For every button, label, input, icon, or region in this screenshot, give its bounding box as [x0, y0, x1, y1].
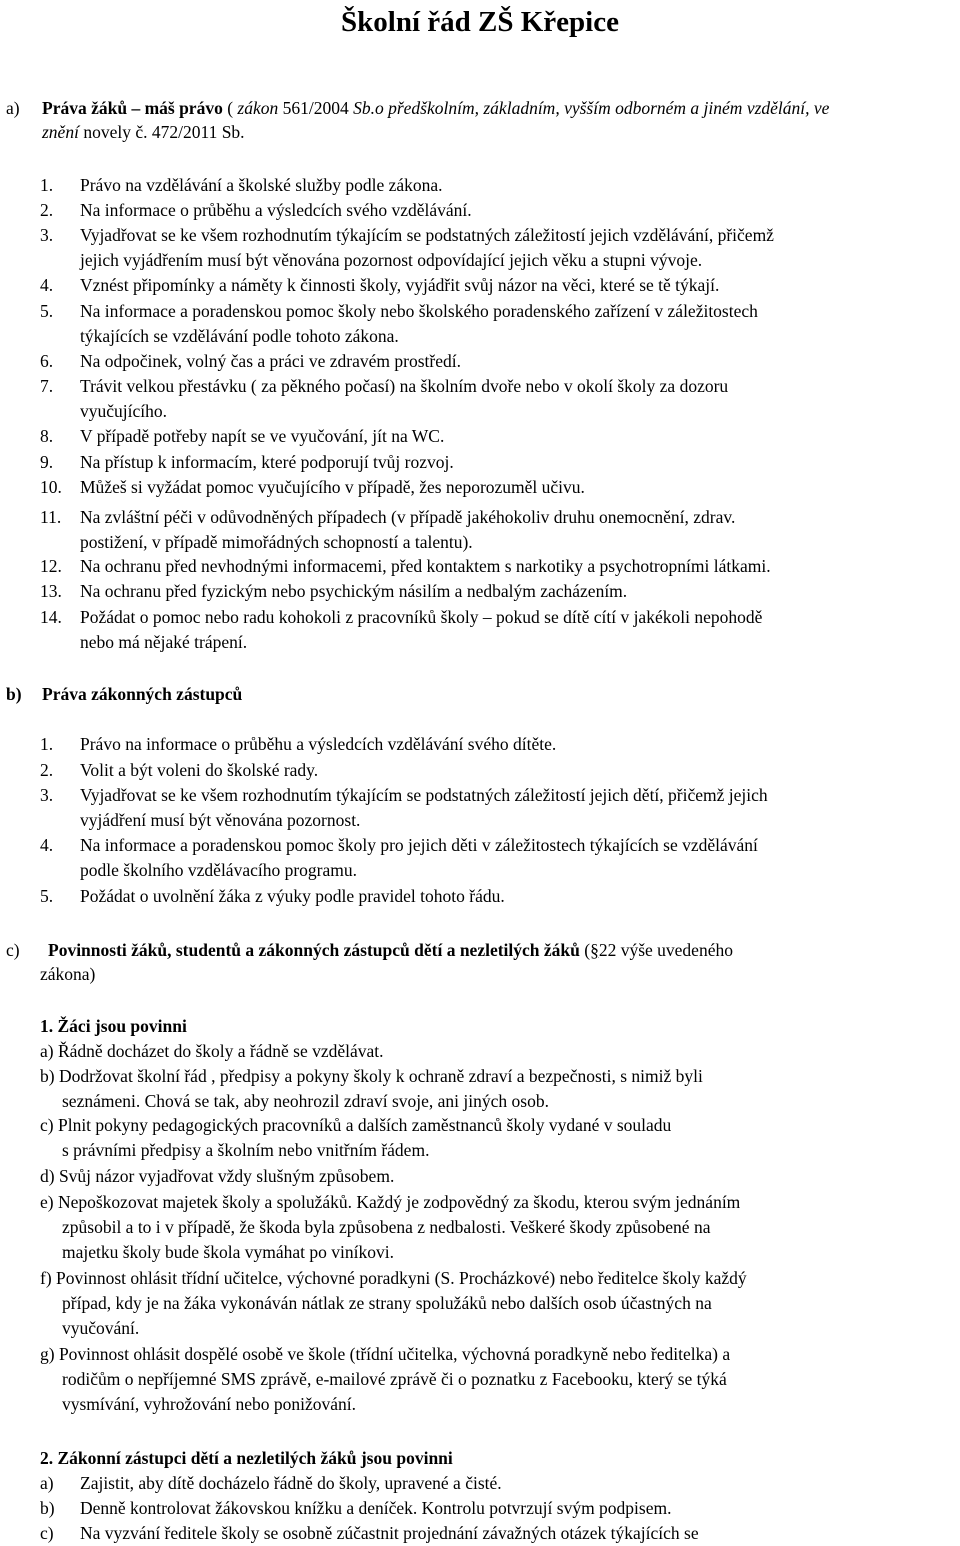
list-item-text: Vyjadřovat se ke všem rozhodnutím týkajícím se podstatných záležitostí jejich dětí, přičemž jejich [80, 785, 768, 805]
list-number: 4. [40, 835, 54, 855]
list-item-continuation: způsobil a to i v případě, že škoda byla způsobena z nedbalosti. Veškeré škody způsobené na [62, 1217, 711, 1237]
list-item-text: Denně kontrolovat žákovskou knížku a deníček. Kontrolu potvrzují svým podpisem. [80, 1498, 672, 1518]
section-b-heading: Práva zákonných zástupců [42, 684, 243, 704]
subsection-2-heading: 2. Zákonní zástupci dětí a nezletilých žáků jsou povinni [40, 1448, 453, 1468]
list-number: 11. [40, 507, 62, 527]
list-number: 9. [40, 452, 54, 472]
list-number: 3. [40, 225, 54, 245]
list-item-text: Na vyzvání ředitele školy se osobně zúčastnit projednání závažných otázek týkajících se [80, 1523, 699, 1543]
list-item-text: Trávit velkou přestávku ( za pěkného počasí) na školním dvoře nebo v okolí školy za dozoru [80, 376, 729, 396]
list-number: 3. [40, 785, 54, 805]
list-number: 14. [40, 607, 62, 627]
list-item-continuation: vyjádření musí být věnována pozornost. [80, 810, 361, 830]
list-number: 1. [40, 734, 54, 754]
list-item-text: d) Svůj názor vyjadřovat vždy slušným způsobem. [40, 1166, 395, 1186]
list-item-text: Na ochranu před fyzickým nebo psychickým násilím a nedbalým zacházením. [80, 581, 628, 601]
list-number: 5. [40, 886, 54, 906]
list-item-text: Můžeš si vyžádat pomoc vyučujícího v případě, žes neporozuměl učivu. [80, 477, 585, 497]
list-number: 6. [40, 351, 54, 371]
list-item-text: Požádat o uvolnění žáka z výuky podle pravidel tohoto řádu. [80, 886, 505, 906]
section-a-title: Práva žáků – máš právo [42, 98, 223, 118]
section-c-heading-line2: zákona) [40, 964, 96, 984]
list-number: 2. [40, 760, 54, 780]
list-item-text: f) Povinnost ohlásit třídní učitelce, výchovné poradkyni (S. Procházkové) nebo ředitelce školy každý [40, 1268, 747, 1288]
section-c-marker: c) [6, 940, 20, 960]
list-number: 2. [40, 200, 54, 220]
list-item-continuation: jejich vyjádřením musí být věnována pozornost odpovídající jejich věku a stupni vývoje. [80, 250, 703, 270]
law-amend: novely č. 472/2011 Sb. [83, 122, 245, 142]
list-item-text: a) Řádně docházet do školy a řádně se vzdělávat. [40, 1041, 384, 1061]
list-item-continuation: vyučujícího. [80, 401, 167, 421]
list-number: b) [40, 1498, 55, 1518]
list-item-text: g) Povinnost ohlásit dospělé osobě ve škole (třídní učitelka, výchovná poradkyně nebo ředitelka) a [40, 1344, 731, 1364]
list-item-text: c) Plnit pokyny pedagogických pracovníků a dalších zaměstnanců školy vydané v souladu [40, 1115, 672, 1135]
law-name: Sb.o předškolním, základním, vyšším odborném a jiném vzdělání, ve [353, 98, 830, 118]
section-c-heading [48, 939, 733, 961]
list-item-continuation: rodičům o nepříjemné SMS zprávě, e-mailové zprávě či o poznatku z Facebooku, který se týká [62, 1369, 727, 1389]
list-item-continuation: týkajících se vzdělávání podle tohoto zákona. [80, 326, 399, 346]
list-item-text: Vznést připomínky a náměty k činnosti školy, vyjádřit svůj názor na věci, které se tě týkají. [80, 275, 720, 295]
list-item-continuation: nebo má nějaké trápení. [80, 632, 248, 652]
list-item-continuation: postižení, v případě mimořádných schopností a talentu). [80, 532, 473, 552]
list-item-text: V případě potřeby napít se ve vyučování, jít na WC. [80, 426, 445, 446]
section-c-ref: 22 výše uvedeného [598, 940, 733, 960]
list-number: 10. [40, 477, 62, 497]
list-item-text: Právo na vzdělávání a školské služby podle zákona. [80, 175, 443, 195]
list-item-text: Na ochranu před nevhodnými informacemi, před kontaktem s narkotiky a psychotropními látkami. [80, 556, 771, 576]
list-number: c) [40, 1523, 54, 1543]
list-number: 5. [40, 301, 54, 321]
list-item-continuation: seznámeni. Chová se tak, aby neohrozil zdraví svoje, ani jiných osob. [62, 1091, 549, 1111]
list-number: 7. [40, 376, 54, 396]
list-number: a) [40, 1473, 54, 1493]
law-amend-word: znění [42, 122, 79, 142]
list-number: 4. [40, 275, 54, 295]
section-a-marker: a) [6, 98, 20, 118]
list-item-text: Právo na informace o průběhu a výsledcích vzdělávání svého dítěte. [80, 734, 557, 754]
section-a-heading [42, 97, 829, 119]
subsection-1-heading: 1. Žáci jsou povinni [40, 1016, 187, 1036]
document-title: Školní řád ZŠ Křepice [341, 6, 619, 38]
section-c-paren: ( [584, 940, 591, 960]
section-a-paren: ( [227, 98, 234, 118]
list-item-continuation: majetku školy bude škola vymáhat po viníkovi. [62, 1242, 394, 1262]
list-item-text: Na informace a poradenskou pomoc školy pro jejich děti v záležitostech týkajících se vzdělávání [80, 835, 758, 855]
section-c-title: Povinnosti žáků, studentů a zákonných zástupců dětí a nezletilých žáků [48, 940, 580, 960]
list-item-continuation: podle školního vzdělávacího programu. [80, 860, 358, 880]
list-item-text: Na informace a poradenskou pomoc školy nebo školského poradenského zařízení v záležitostech [80, 301, 758, 321]
list-number: 8. [40, 426, 54, 446]
list-item-text: Volit a být voleni do školské rady. [80, 760, 319, 780]
list-item-text: Požádat o pomoc nebo radu kohokoli z pracovníků školy – pokud se dítě cítí v jakékoli nepohodě [80, 607, 763, 627]
section-a-heading-line2 [42, 121, 245, 143]
list-item-text: Na zvláštní péči v odůvodněných případech (v případě jakéhokoliv druhu onemocnění, zdrav. [80, 507, 736, 527]
list-item-text: e) Nepoškozovat majetek školy a spolužáků. Každý je zodpovědný za škodu, kterou svým jednáním [40, 1192, 741, 1212]
list-item-text: Na odpočinek, volný čas a práci ve zdravém prostředí. [80, 351, 461, 371]
list-item-text: Vyjadřovat se ke všem rozhodnutím týkajícím se podstatných záležitostí jejich vzdělávání, přičemž [80, 225, 774, 245]
list-item-continuation: s právními předpisy a školním nebo vnitřním řádem. [62, 1140, 430, 1160]
list-item-text: b) Dodržovat školní řád , předpisy a pokyny školy k ochraně zdraví a bezpečnosti, s nimiž byli [40, 1066, 703, 1086]
law-number: 561/2004 [282, 98, 349, 118]
list-item-text: Zajistit, aby dítě docházelo řádně do školy, upravené a čisté. [80, 1473, 502, 1493]
list-item-text: Na přístup k informacím, které podporují tvůj rozvoj. [80, 452, 454, 472]
section-b-marker: b) [6, 684, 22, 704]
list-item-text: Na informace o průběhu a výsledcích svého vzdělávání. [80, 200, 472, 220]
list-number: 13. [40, 581, 62, 601]
list-number: 12. [40, 556, 62, 576]
list-number: 1. [40, 175, 54, 195]
list-item-continuation: vyučování. [62, 1318, 140, 1338]
list-item-continuation: vysmívání, vyhrožování nebo ponižování. [62, 1394, 357, 1414]
law-word: zákon [237, 98, 279, 118]
paragraph-sign: § [590, 940, 599, 960]
list-item-continuation: případ, kdy je na žáka vykonáván nátlak ze strany spolužáků nebo dalších osob účastných na [62, 1293, 712, 1313]
